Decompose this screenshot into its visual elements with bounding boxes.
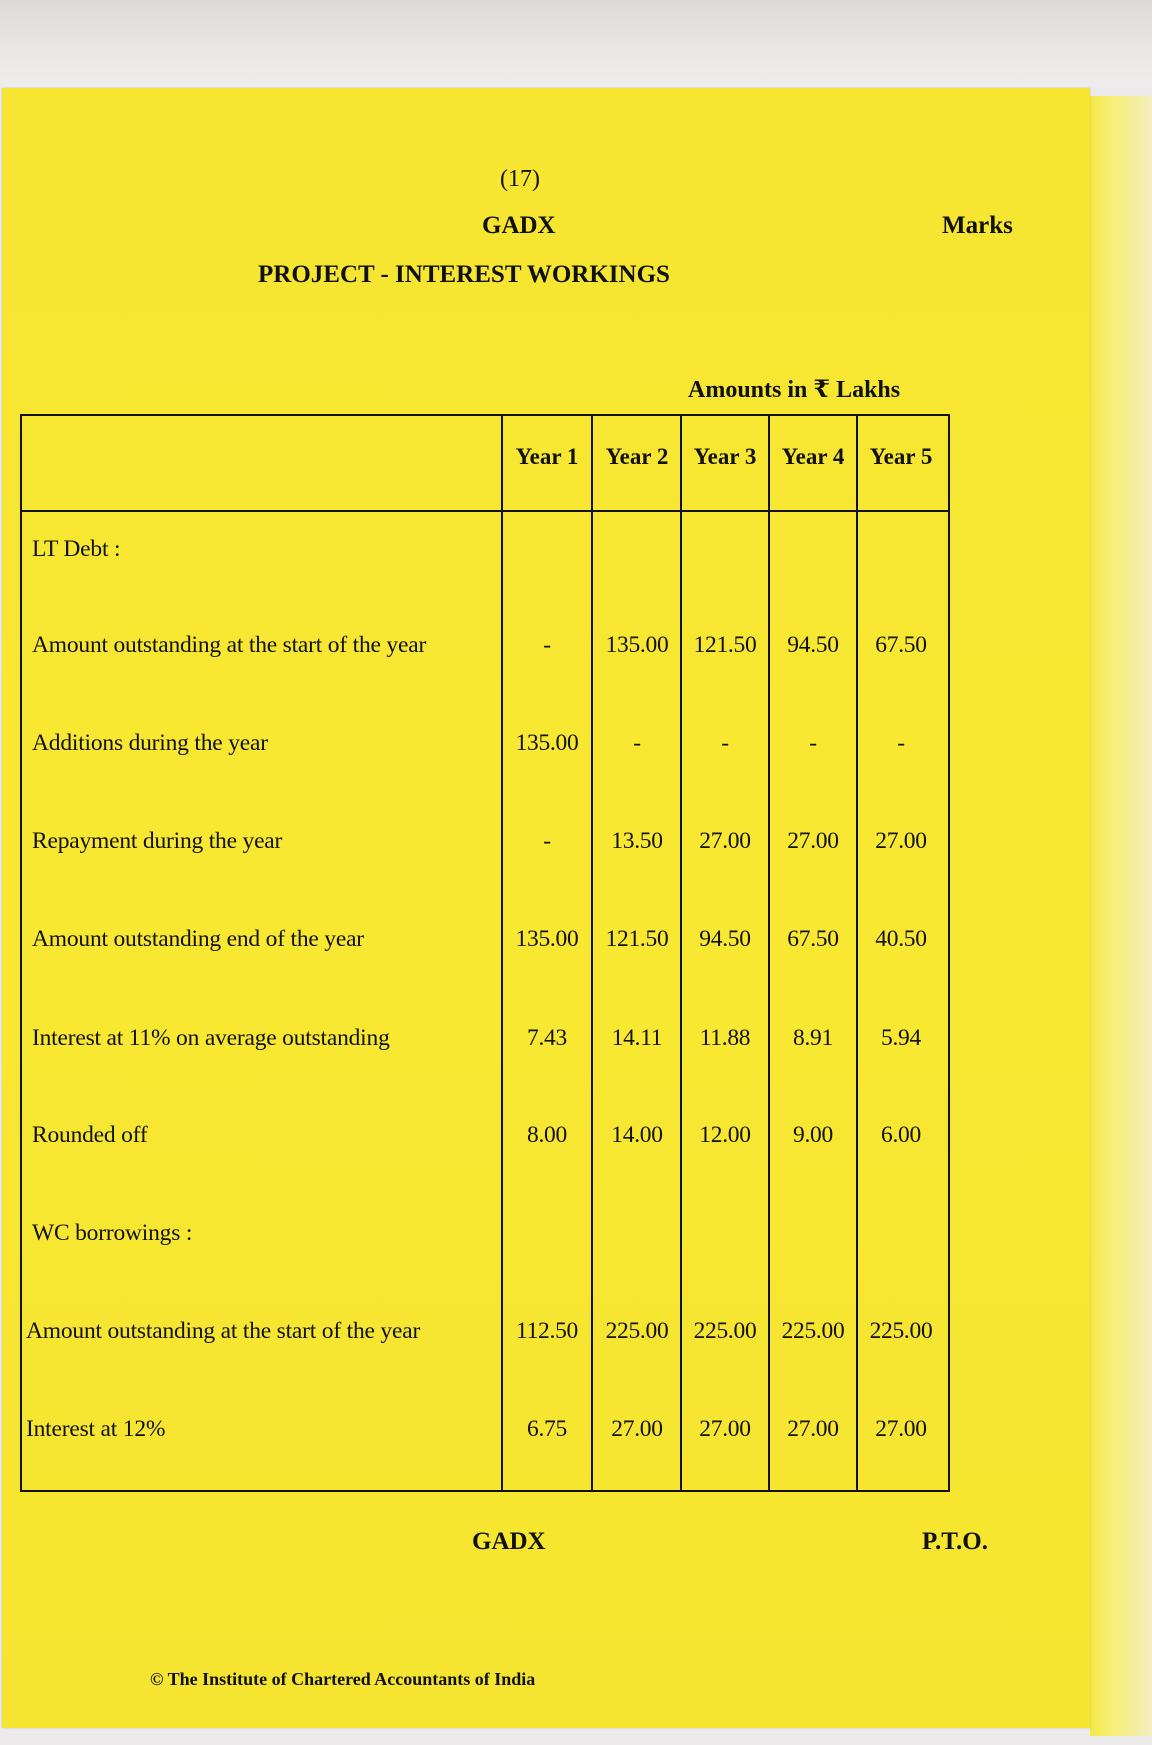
table-cell: 40.50 (875, 926, 927, 952)
table-cell: 67.50 (875, 632, 927, 658)
table-cell: 27.00 (787, 1416, 839, 1442)
scan-right-margin (1090, 96, 1152, 1736)
table-cell: 67.50 (787, 926, 839, 952)
table-cell: 94.50 (787, 632, 839, 658)
table-cell: 27.00 (875, 828, 927, 854)
table-cell: 121.50 (605, 926, 669, 952)
copyright-notice: © The Institute of Chartered Accountants of India (150, 1669, 536, 1689)
table-cell: 8.00 (527, 1122, 567, 1148)
marks-label: Marks (942, 212, 1013, 239)
paper-code-header: GADX (482, 212, 556, 239)
header-divider (22, 510, 948, 512)
table-cell: 135.00 (515, 730, 579, 756)
column-header-year-3: Year 3 (693, 444, 757, 469)
scan-top-margin (0, 0, 1152, 86)
table-cell: 27.00 (611, 1416, 663, 1442)
table-cell: 9.00 (793, 1122, 833, 1148)
table-cell: 27.00 (699, 1416, 751, 1442)
row-label: Amount outstanding at the start of the year (32, 632, 427, 658)
page-title: PROJECT - INTEREST WORKINGS (258, 261, 670, 288)
table-cell: 225.00 (605, 1318, 669, 1344)
table-cell: 27.00 (699, 828, 751, 854)
table-cell: 225.00 (693, 1318, 757, 1344)
column-header-year-5: Year 5 (869, 444, 933, 469)
table-cell: 112.50 (516, 1318, 578, 1344)
units-label: Amounts in ₹ Lakhs (688, 377, 901, 403)
table-cell: 13.50 (611, 828, 663, 854)
table-cell: 27.00 (787, 828, 839, 854)
row-label: Interest at 11% on average outstanding (32, 1025, 390, 1051)
row-label: Additions during the year (32, 730, 268, 756)
table-cell: 14.11 (611, 1025, 663, 1051)
table-cell: 121.50 (693, 632, 757, 658)
table-cell: 11.88 (699, 1025, 751, 1051)
table-cell: 7.43 (527, 1025, 567, 1051)
table-cell: 12.00 (699, 1122, 751, 1148)
column-header-year-1: Year 1 (515, 444, 579, 469)
table-cell: 6.75 (527, 1416, 567, 1442)
row-label: Amount outstanding end of the year (32, 926, 364, 952)
table-cell: - (897, 730, 905, 756)
section-label-wc-borrowings: WC borrowings : (32, 1220, 193, 1246)
table-cell: 135.00 (605, 632, 669, 658)
table-cell: - (721, 730, 729, 756)
table-cell: 27.00 (875, 1416, 927, 1442)
paper-code-footer: GADX (472, 1528, 546, 1555)
interest-workings-table (20, 414, 950, 1492)
table-cell: 5.94 (881, 1025, 921, 1051)
row-label: Amount outstanding at the start of the year (26, 1318, 421, 1344)
table-cell: 225.00 (781, 1318, 845, 1344)
table-cell: 8.91 (793, 1025, 833, 1051)
table-cell: 225.00 (869, 1318, 933, 1344)
column-header-year-2: Year 2 (605, 444, 669, 469)
pto-label: P.T.O. (922, 1528, 988, 1555)
table-cell: 6.00 (881, 1122, 921, 1148)
page-number: (17) (500, 166, 540, 192)
section-label-lt-debt: LT Debt : (32, 536, 121, 562)
row-label: Interest at 12% (26, 1416, 166, 1442)
table-cell: - (543, 632, 551, 658)
table-cell: - (809, 730, 817, 756)
table-cell: 94.50 (699, 926, 751, 952)
column-header-year-4: Year 4 (781, 444, 845, 469)
table-cell: - (633, 730, 641, 756)
table-cell: 135.00 (515, 926, 579, 952)
table-cell: - (543, 828, 551, 854)
row-label: Rounded off (32, 1122, 148, 1148)
table-cell: 14.00 (611, 1122, 663, 1148)
row-label: Repayment during the year (32, 828, 283, 854)
